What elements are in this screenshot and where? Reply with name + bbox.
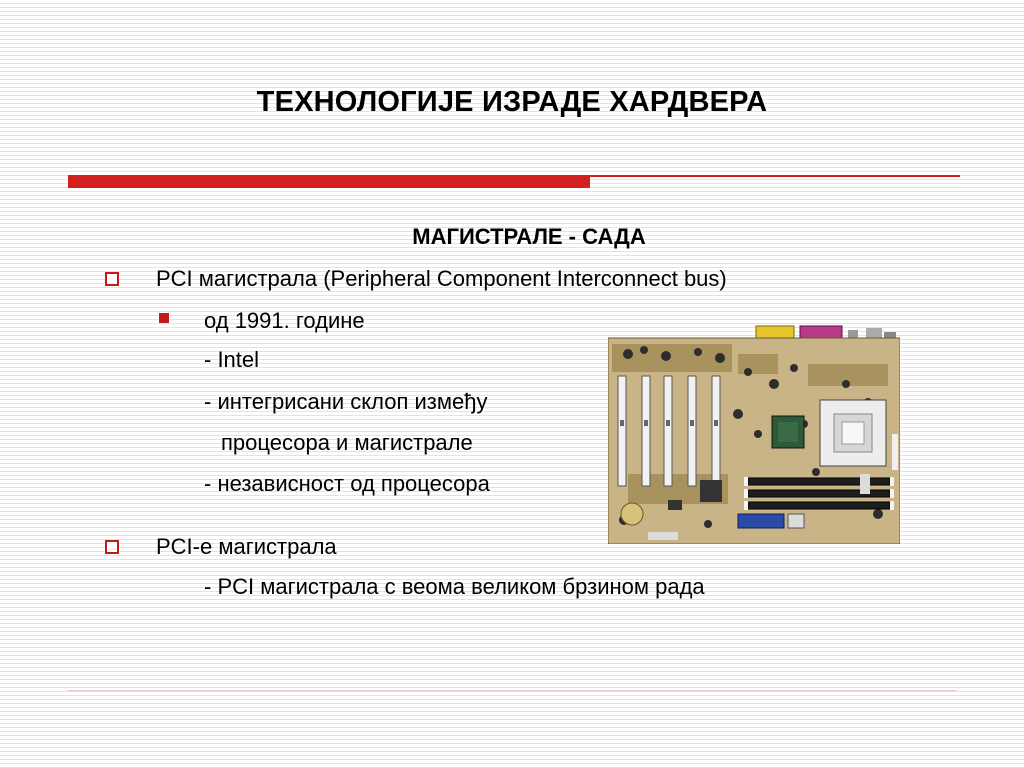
accent-line xyxy=(590,175,960,177)
detail-line-1: - Intel xyxy=(204,347,260,372)
sub-bullet-year: од 1991. године xyxy=(204,308,365,333)
motherboard-photo xyxy=(608,324,900,544)
hollow-square-bullet-icon xyxy=(105,272,119,286)
bullet-pcie: PCI-e магистрала xyxy=(156,534,337,559)
bottom-rule xyxy=(68,690,956,691)
accent-bar xyxy=(68,175,590,188)
detail-line-2: - интегрисани склоп између xyxy=(204,389,488,414)
slide-title: ТЕХНОЛОГИЈЕ ИЗРАДЕ ХАРДВЕРА xyxy=(256,86,768,118)
detail-line-pcie: - PCI магистрала с веома великом брзином рада xyxy=(204,574,705,599)
filled-square-bullet-icon xyxy=(159,313,169,323)
bullet-pci: PCI магистрала (Peripheral Component Interconnect bus) xyxy=(156,266,727,291)
section-subtitle: МАГИСТРАЛЕ - САДА xyxy=(412,224,646,249)
hollow-square-bullet-icon xyxy=(105,540,119,554)
detail-line-4: - независност од процесора xyxy=(204,471,490,496)
detail-line-3: процесора и магистрале xyxy=(221,430,473,455)
